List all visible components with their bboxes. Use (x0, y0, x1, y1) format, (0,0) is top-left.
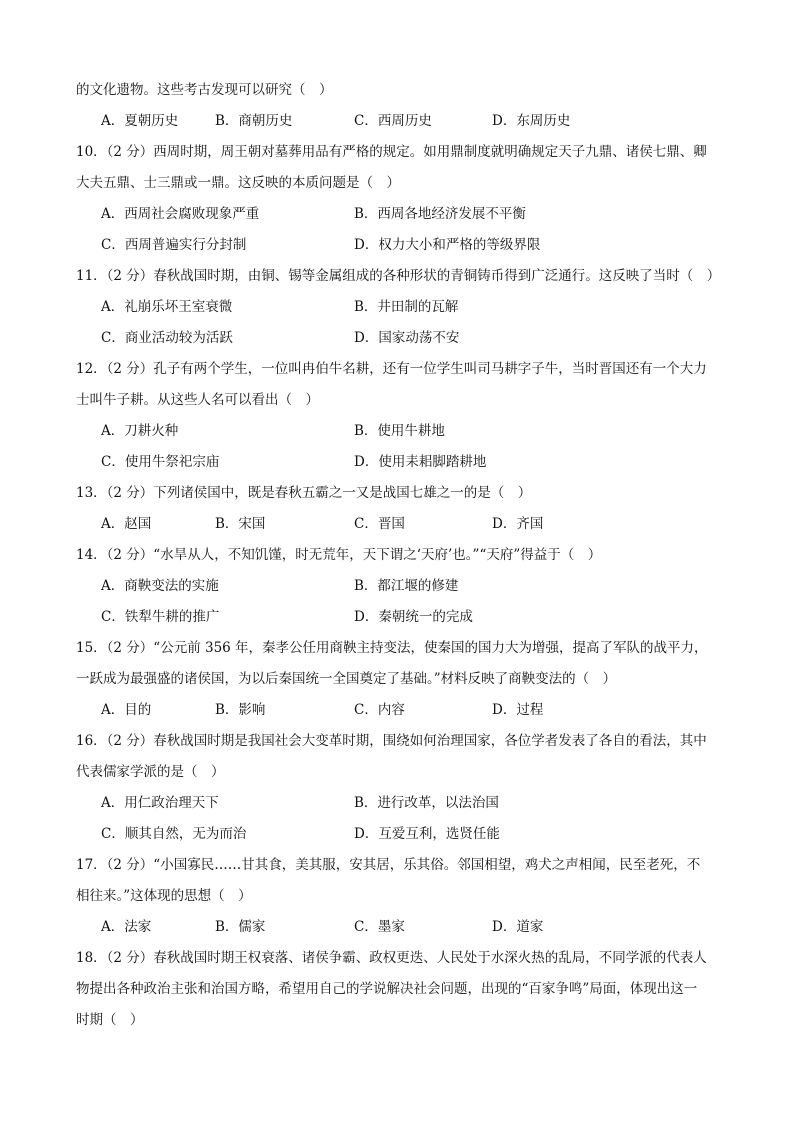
option-d: D．秦朝统一的完成 (354, 609, 473, 625)
question-18-stem-line-1: 18．（2 分）春秋战国时期王权衰落、诸侯争霸、政权更迭、人民处于水深火热的乱局，不同学派的代表人 (76, 950, 707, 966)
option-b: B．井田制的瓦解 (354, 299, 459, 315)
option-c: C．顺其自然，无为而治 (101, 826, 247, 842)
option-a: A．西周社会腐败现象严重 (101, 206, 260, 222)
question-13-options (76, 512, 726, 543)
question-14-options-row-1 (76, 574, 726, 605)
question-14-options-row-2 (76, 605, 726, 636)
question-15-options (76, 698, 726, 729)
option-a: A．用仁政治理天下 (101, 795, 219, 811)
question-10-options-row-2 (76, 233, 726, 264)
question-11-stem-line-1: 11．（2 分）春秋战国时期，由铜、锡等金属组成的各种形状的青铜铸币得到广泛通行。这反映了当时（ ） (76, 268, 721, 284)
question-17-stem-line-2: 相往来。”这体现的思想（ ） (76, 888, 252, 904)
question-10-stem-line-2: 大夫五鼎、士三鼎或一鼎。这反映的本质问题是（ ） (76, 175, 400, 191)
question-16-stem-line-1: 16．（2 分）春秋战国时期是我国社会大变革时期，围绕如何治理国家，各位学者发表了各自的看法，其中 (76, 733, 707, 749)
question-15-stem-line-2: 一跃成为最强盛的诸侯国，为以后秦国统一全国奠定了基础。”材料反映了商鞅变法的（ ） (76, 671, 617, 687)
option-c: C．西周普遍实行分封制 (101, 237, 247, 253)
option-c: C．铁犁牛耕的推广 (101, 609, 220, 625)
option-d: D．国家动荡不安 (354, 330, 460, 346)
option-d: D．互爱互利，选贤任能 (354, 826, 500, 842)
question-12-options-row-1 (76, 419, 726, 450)
option-d: D．过程 (492, 702, 544, 718)
question-12-stem-line-1: 12．（2 分）孔子有两个学生，一位叫冉伯牛名耕，还有一位学生叫司马耕字子牛，当时晋国还有一个大力 (76, 361, 707, 377)
question-9-options (76, 109, 726, 140)
option-c: C．使用牛祭祀宗庙 (101, 454, 220, 470)
option-d: D．权力大小和严格的等级界限 (354, 237, 541, 253)
option-a: A．赵国 (101, 516, 152, 532)
option-d: D．道家 (492, 919, 544, 935)
question-16-stem-line-2: 代表儒家学派的是（ ） (76, 764, 225, 780)
option-a: A．刀耕火种 (101, 423, 179, 439)
question-16-options-row-2 (76, 822, 726, 853)
option-b: B．西周各地经济发展不平衡 (354, 206, 526, 222)
option-b: B．宋国 (215, 516, 266, 532)
question-10-stem-line-1: 10．（2 分）西周时期，周王朝对墓葬用品有严格的规定。如用鼎制度就明确规定天子九鼎、诸侯七鼎、卿 (76, 144, 707, 160)
question-18-stem-line-2: 物提出各种政治主张和治国方略，希望用自己的学说解决社会问题，出现的“百家争鸣”局面，体现出这一 (76, 981, 698, 997)
option-c: C．西周历史 (354, 113, 432, 129)
question-18-stem-line-3: 时期（ ） (76, 1012, 144, 1028)
option-a: A．礼崩乐坏王室衰微 (101, 299, 233, 315)
exam-page (76, 78, 726, 1039)
question-11-options-row-2 (76, 326, 726, 357)
option-d: D．齐国 (492, 516, 544, 532)
option-a: A．夏朝历史 (101, 113, 179, 129)
question-17-stem-line-1: 17．（2 分）“小国寡民……甘其食，美其服，安其居，乐其俗。邻国相望，鸡犬之声相闻，民至老死，不 (76, 857, 701, 873)
question-17-options (76, 915, 726, 946)
option-a: A．商鞅变法的实施 (101, 578, 219, 594)
option-b: B．使用牛耕地 (354, 423, 445, 439)
question-14-stem-line-1: 14．（2 分）“水旱从人，不知饥馑，时无荒年，天下谓之‘天府’也。”“天府”得益于（ ） (76, 547, 602, 563)
option-c: C．商业活动较为活跃 (101, 330, 233, 346)
option-b: B．都江堰的修建 (354, 578, 459, 594)
option-d: D．东周历史 (492, 113, 571, 129)
option-c: C．晋国 (354, 516, 405, 532)
option-b: B．商朝历史 (215, 113, 293, 129)
question-12-stem-line-2: 士叫牛子耕。从这些人名可以看出（ ） (76, 392, 319, 408)
question-10-options-row-1 (76, 202, 726, 233)
option-c: C．内容 (354, 702, 405, 718)
option-c: C．墨家 (354, 919, 405, 935)
question-15-stem-line-1: 15．（2 分）“公元前 356 年，秦孝公任用商鞅主持变法，使秦国的国力大为增强，提高了军队的战平力， (76, 640, 708, 656)
question-11-options-row-1 (76, 295, 726, 326)
question-12-options-row-2 (76, 450, 726, 481)
option-b: B．影响 (215, 702, 266, 718)
option-a: A．法家 (101, 919, 152, 935)
question-13-stem-line-1: 13．（2 分）下列诸侯国中，既是春秋五霸之一又是战国七雄之一的是（ ） (76, 485, 532, 501)
question-9-continuation: 的文化遗物。这些考古发现可以研究（ ） (76, 82, 333, 98)
option-d: D．使用耒耜脚踏耕地 (354, 454, 487, 470)
question-16-options-row-1 (76, 791, 726, 822)
option-b: B．儒家 (215, 919, 266, 935)
option-a: A．目的 (101, 702, 152, 718)
option-b: B．进行改革，以法治国 (354, 795, 499, 811)
